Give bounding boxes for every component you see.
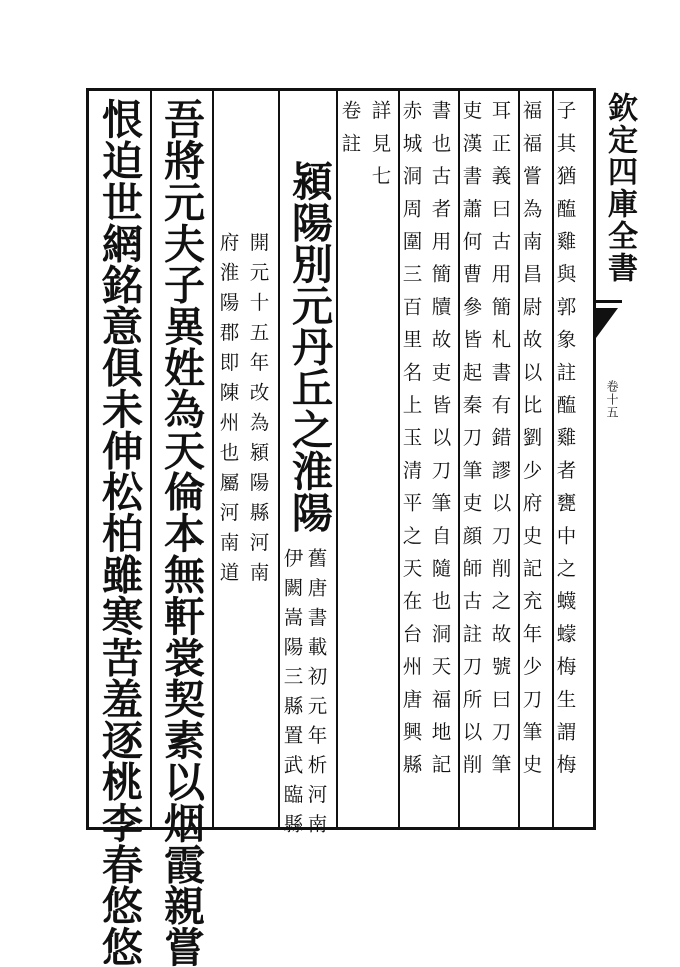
column-rule (150, 88, 152, 830)
note-column: 詳見七 (368, 100, 392, 199)
column-rule (278, 88, 280, 830)
note-column: 府淮陽郡即陳州也屬河南道 (216, 232, 240, 592)
juan-number: 卷十五 (605, 380, 619, 419)
note-column: 子其猶醢雞與郭象註醢雞者甕中之蠛蠓梅生謂梅 (553, 100, 577, 787)
fish-tail-mark (596, 308, 618, 338)
note-column: 耳正義曰古用簡札書有錯謬以刀削之故號曰刀筆 (488, 100, 512, 787)
book-title: 欽定四庫全書 (602, 92, 637, 284)
title-note-column: 舊唐書載初元年析河南 (304, 548, 328, 843)
main-text-column: 吾將元夫子異姓為天倫本無軒裳契素以烟霞親嘗 (157, 98, 205, 967)
note-column: 卷註 (338, 100, 362, 166)
note-column: 開元十五年改為潁陽縣河南 (246, 232, 270, 592)
note-column: 福福嘗為南昌尉故以比劉少府史記充年少刀筆史 (519, 100, 543, 787)
column-rule (336, 88, 338, 830)
fish-tail-divider (596, 300, 622, 303)
poem-title: 潁陽別元丹丘之淮陽 (285, 160, 333, 533)
note-column: 赤城洞周圍三百里名上玉清平之天在台州唐興縣 (399, 100, 423, 787)
main-text-column: 恨迫世網銘意俱未伸松柏雖寒苦羞逐桃李春悠悠 (95, 98, 143, 967)
note-column: 吏漢書蕭何曹參皆起秦刀筆吏顔師古註刀所以削 (459, 100, 483, 787)
column-rule (212, 88, 214, 830)
title-note-column: 伊闕嵩陽三縣置武臨縣 (280, 548, 304, 843)
note-column: 書也古者用簡牘故吏皆以刀筆自隨也洞天福地記 (428, 100, 452, 787)
